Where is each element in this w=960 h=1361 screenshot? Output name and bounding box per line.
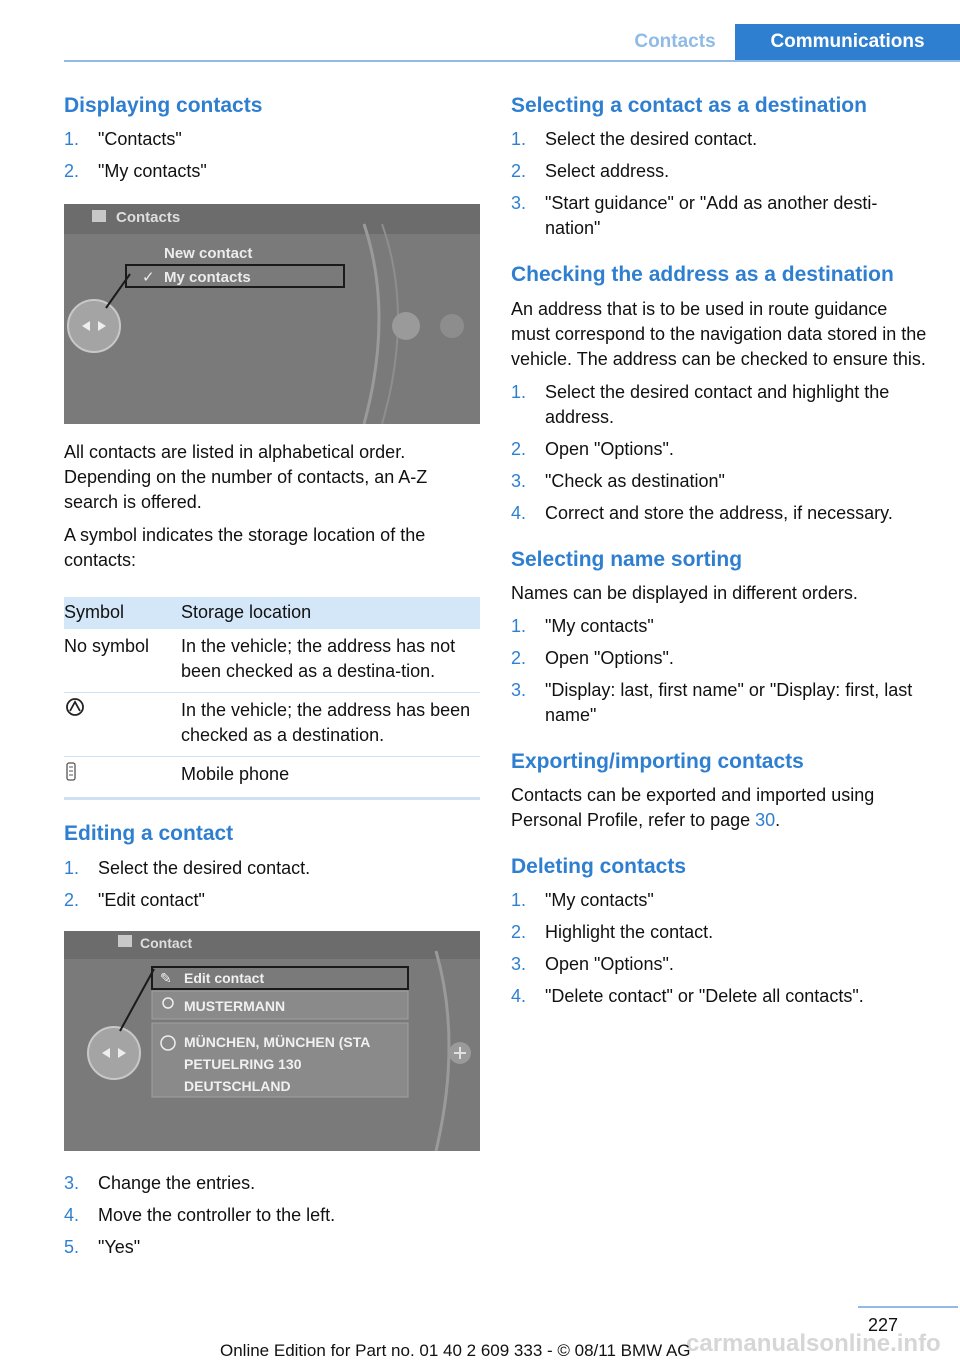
- page-number: 227: [867, 1315, 898, 1335]
- list-item: 2. Open "Options".: [511, 438, 674, 459]
- alphabetical-paragraph: All contacts are listed in alphabetical order. Depending on the number of contacts, an A-Z search is offered.: [64, 442, 428, 513]
- screen-menu-title: Contact: [140, 934, 193, 951]
- displaying-steps: [64, 127, 480, 184]
- check-icon: ✓: [142, 269, 155, 287]
- list-item: 3. "Check as destination": [511, 470, 725, 491]
- sorting-steps: [511, 614, 931, 728]
- checked-address-icon: [64, 698, 86, 716]
- mobile-phone-icon: [64, 762, 78, 782]
- storage-location-table: [64, 597, 480, 800]
- list-item: 4. Correct and store the address, if necessary.: [511, 502, 893, 523]
- controller-icon: [68, 300, 120, 352]
- table-row: In the vehicle; the address has been checked as a destination.: [64, 693, 480, 757]
- list-item: 2. "Edit contact": [64, 889, 205, 910]
- editing-contact-heading: Editing a contact: [64, 822, 234, 846]
- left-column: [64, 92, 480, 1272]
- list-item: 2. Open "Options".: [511, 647, 674, 668]
- table-header: Storage location: [181, 597, 480, 629]
- list-item: 2. Select address.: [511, 161, 670, 182]
- checking-paragraph: An address that is to be used in route guidance must correspond to the navigation data stored in the vehicle. The address can be checked to ensure this.: [511, 298, 927, 369]
- screen-item-city: MÜNCHEN, MÜNCHEN (STA: [184, 1033, 371, 1050]
- editing-steps-a: [64, 856, 480, 913]
- screen-item-edit-contact: Edit contact: [184, 969, 265, 986]
- screen-menu-title: Contacts: [116, 209, 181, 227]
- screen-item-name: MUSTERMANN: [184, 997, 286, 1014]
- destination-heading: Selecting a contact as a destination: [511, 94, 867, 117]
- list-item: 4. "Delete contact" or "Delete all contacts".: [511, 986, 864, 1007]
- table-header: Symbol: [64, 597, 181, 629]
- sorting-heading: Selecting name sorting: [511, 547, 743, 571]
- list-item: 3. Open "Options".: [511, 954, 674, 975]
- deleting-heading: Deleting contacts: [511, 855, 687, 879]
- list-item: 3. Change the entries.: [64, 1172, 256, 1193]
- edition-footer: Online Edition for Part no. 01 40 2 609 333 - © 08/11 BMW AG: [220, 1341, 691, 1360]
- folder-icon: [92, 210, 106, 222]
- list-item: 3. "Start guidance" or "Add as another desti-nation": [511, 193, 878, 239]
- list-item: 1. Select the desired contact.: [511, 129, 758, 150]
- controller-knob-icon: [392, 312, 420, 340]
- editing-steps-b: [64, 1171, 480, 1260]
- folder-icon: [118, 935, 132, 947]
- list-item: 3. "Display: last, first name" or "Display: first, last name": [511, 679, 913, 725]
- table-row: Mobile phone: [64, 757, 480, 799]
- checking-heading: Checking the address as a destination: [511, 263, 894, 287]
- exporting-heading: Exporting/importing contacts: [511, 749, 804, 773]
- edit-contact-screen-image: [64, 931, 480, 1151]
- list-item: 1. Select the desired contact and highlight the address.: [511, 381, 890, 427]
- list-item: 1. Select the desired contact.: [64, 857, 311, 878]
- destination-steps: [511, 127, 931, 241]
- header-section-tab: Contacts: [634, 31, 716, 52]
- list-item: 1. "Contacts": [64, 129, 182, 150]
- header-rule: [64, 60, 960, 62]
- exporting-paragraph: Contacts can be exported and imported using Personal Profile, refer to page 30.: [511, 785, 875, 831]
- controller-icon: [88, 1027, 140, 1079]
- pencil-icon: ✎: [160, 969, 172, 986]
- screen-item-street: PETUELRING 130: [184, 1055, 302, 1072]
- page-ref-link[interactable]: 30: [755, 810, 776, 831]
- screen-item-new-contact: New contact: [164, 245, 253, 263]
- symbol-paragraph: A symbol indicates the storage location of the contacts:: [64, 525, 426, 571]
- list-item: 5. "Yes": [64, 1236, 141, 1257]
- list-item: 2. Highlight the contact.: [511, 922, 714, 943]
- sorting-paragraph: Names can be displayed in different orders.: [511, 582, 858, 603]
- contacts-screen-image: [64, 204, 480, 424]
- list-item: 1. "My contacts": [511, 615, 654, 636]
- list-item: 2. "My contacts": [64, 161, 207, 182]
- displaying-contacts-heading: Displaying contacts: [64, 94, 263, 117]
- right-column: [511, 92, 931, 1021]
- list-item: 1. "My contacts": [511, 890, 654, 911]
- header-chapter-tab: Communications: [735, 24, 960, 60]
- table-row: No symbol In the vehicle; the address has not been checked as a destina-tion.: [64, 629, 480, 693]
- deleting-steps: [511, 888, 931, 1009]
- watermark: carmanualsonline.info: [686, 1330, 941, 1357]
- list-item: 4. Move the controller to the left.: [64, 1204, 336, 1225]
- screen-item-country: DEUTSCHLAND: [184, 1077, 291, 1094]
- screen-item-my-contacts: My contacts: [164, 269, 251, 287]
- checking-steps: [511, 380, 931, 526]
- page-number-rule: [858, 1306, 958, 1308]
